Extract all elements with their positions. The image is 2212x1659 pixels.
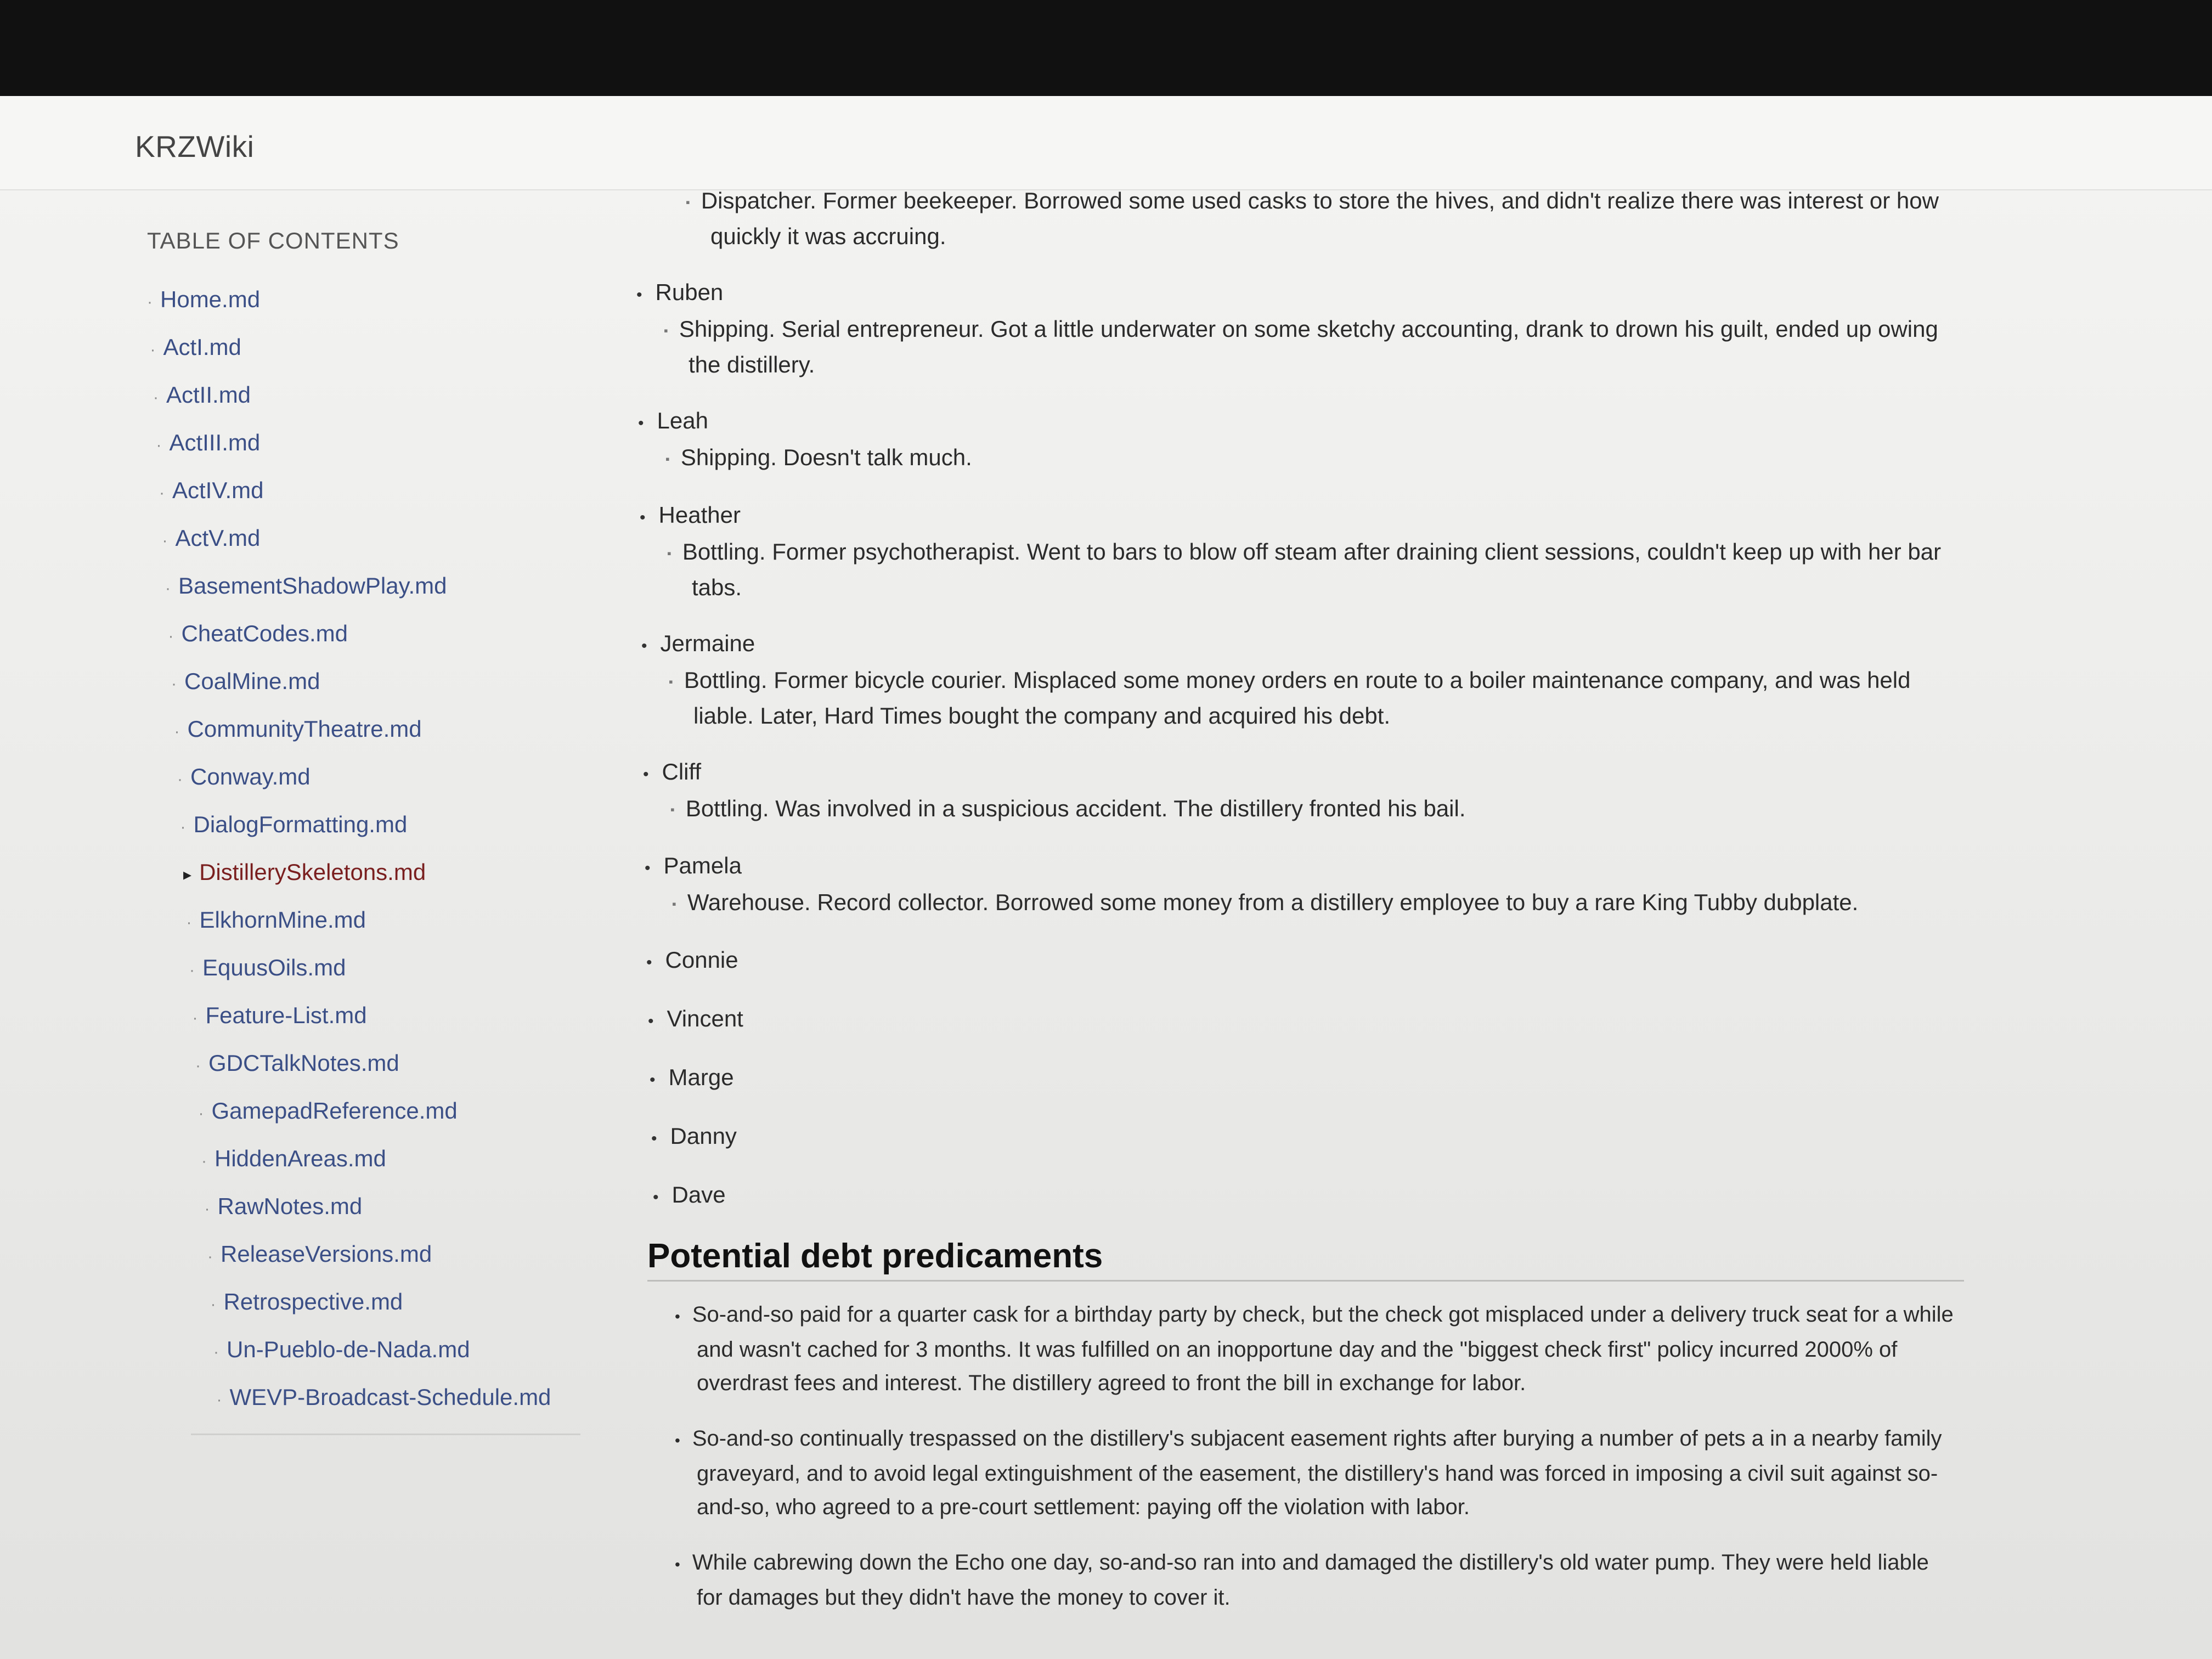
bullet-icon: ·	[150, 341, 156, 359]
bullet-icon: ·	[171, 675, 177, 693]
section-heading: Potential debt predicaments	[647, 1237, 1964, 1282]
character-entry	[636, 849, 1975, 921]
toc-item-label: DistillerySkeletons.md	[199, 859, 426, 885]
toc-item-label: HiddenAreas.md	[215, 1146, 386, 1171]
character-name: • Dave	[653, 1178, 1975, 1215]
debt-item: • So-and-so continually trespassed on the distillery's subjacent easement rights after burying a number of pets a in a nearby family graveyard, and to avoid legal extinguishment of the easement, the distillery's hand was forced in imposing a civil suit against so-and-so, who agreed to a pre-court settlement: paying off the violation with labor.	[636, 1422, 1959, 1524]
bullet-icon: ·	[207, 1248, 213, 1266]
debt-item: • While cabrewing down the Echo one day, so-and-so ran into and damaged the distillery's old water pump. They were held liable for damages but they didn't have the money to cover it.	[636, 1546, 1959, 1615]
bullet-icon: ·	[162, 532, 168, 550]
toc-item[interactable]	[147, 468, 586, 516]
toc-item[interactable]	[147, 802, 586, 850]
toc-item[interactable]	[147, 898, 586, 945]
bullet-icon: ·	[147, 293, 153, 311]
character-entry	[636, 1119, 1975, 1156]
bullet-icon: ·	[168, 627, 174, 645]
toc-item-label: RawNotes.md	[217, 1193, 363, 1219]
character-name: • Vincent	[648, 1002, 1975, 1039]
toc-item[interactable]	[147, 1136, 586, 1184]
bullet-icon: ·	[195, 1057, 201, 1075]
wiki-header	[0, 96, 2212, 190]
toc-item[interactable]	[147, 516, 586, 563]
toc-item-label: Conway.md	[190, 764, 311, 789]
character-description: ▪ Bottling. Former bicycle courier. Misplaced some money orders en route to a boiler maintenance company, and was held liable. Later, Hard Times bought the company and acquired his debt.	[641, 663, 1975, 733]
toc-item[interactable]	[147, 1327, 586, 1375]
character-entry	[636, 1060, 1975, 1097]
bullet-icon: ·	[177, 770, 183, 788]
toc-item-label: Retrospective.md	[223, 1289, 403, 1314]
character-description: ▪ Shipping. Doesn't talk much.	[638, 441, 1975, 476]
bullet-icon: ·	[165, 579, 171, 597]
character-entry	[636, 498, 1975, 605]
toc-item[interactable]	[147, 611, 586, 659]
bullet-icon: ·	[180, 818, 186, 836]
toc-item-label: ActV.md	[175, 525, 261, 551]
character-entry	[636, 755, 1975, 827]
character-name: • Heather	[640, 498, 1975, 535]
toc-item[interactable]	[147, 707, 586, 754]
toc-item[interactable]	[147, 563, 586, 611]
toc-item-label: CheatCodes.md	[181, 620, 348, 646]
character-name: • Jermaine	[641, 627, 1975, 663]
toc-item[interactable]	[147, 1184, 586, 1232]
toc-item-label: WEVP-Broadcast-Schedule.md	[229, 1384, 551, 1410]
bullet-icon: ·	[204, 1200, 210, 1218]
character-entry	[636, 1002, 1975, 1039]
active-bullet-icon: ▸	[183, 866, 192, 884]
table-of-contents	[147, 228, 586, 1435]
toc-item-label: CommunityTheatre.md	[187, 716, 422, 742]
toc-item-label: Home.md	[160, 286, 261, 312]
character-description: ▪ Warehouse. Record collector. Borrowed some money from a distillery employee to buy a rare King Tubby dubplate.	[645, 885, 1975, 921]
toc-item-label: ActI.md	[163, 334, 241, 360]
toc-item-label: ReleaseVersions.md	[221, 1241, 432, 1267]
toc-item[interactable]	[147, 945, 586, 993]
toc-item-label: Un-Pueblo-de-Nada.md	[227, 1336, 470, 1362]
toc-item-label: DialogFormatting.md	[193, 811, 408, 837]
character-name: • Danny	[651, 1119, 1975, 1156]
toc-item[interactable]	[147, 1375, 586, 1423]
character-list	[636, 275, 1975, 1215]
character-entry	[636, 1178, 1975, 1215]
bullet-icon: ·	[201, 1152, 207, 1170]
character-entry	[636, 404, 1975, 476]
character-description: ▪ Bottling. Was involved in a suspicious accident. The distillery fronted his bail.	[643, 792, 1975, 827]
page-content	[636, 184, 1975, 1637]
bullet-icon: ·	[186, 913, 192, 932]
bullet-icon: ·	[174, 723, 180, 741]
toc-item[interactable]	[147, 373, 586, 420]
bullet-icon: ·	[198, 1104, 204, 1122]
debt-item: • So-and-so paid for a quarter cask for a birthday party by check, but the check got misplaced under a delivery truck seat for a while and wasn't cached for 3 months. It was fulfilled on an inopportune day and the "biggest check first" policy incurred 2000% of overdrast fees and interest. The distillery agreed to front the bill in exchange for labor.	[636, 1298, 1959, 1400]
wiki-brand[interactable]: KRZWiki	[135, 129, 255, 163]
toc-item-label: ActIII.md	[169, 430, 261, 455]
character-name: • Leah	[638, 404, 1975, 441]
bullet-icon: ·	[210, 1295, 216, 1313]
toc-item[interactable]	[147, 277, 586, 325]
toc-item[interactable]	[147, 325, 586, 373]
toc-item[interactable]	[147, 754, 586, 802]
debt-list	[636, 1298, 1975, 1615]
bullet-icon: ·	[156, 436, 162, 454]
bullet-icon: ·	[189, 961, 195, 979]
bullet-icon: ·	[213, 1343, 219, 1361]
toc-item-label: GDCTalkNotes.md	[208, 1050, 399, 1076]
character-description: ▪ Bottling. Former psychotherapist. Went to bars to blow off steam after draining client sessions, couldn't keep up with her bar tabs.	[640, 535, 1975, 605]
character-entry	[636, 627, 1975, 733]
toc-item[interactable]	[147, 1232, 586, 1279]
character-name: • Ruben	[636, 275, 1975, 312]
toc-divider	[191, 1434, 580, 1435]
toc-item[interactable]	[147, 1279, 586, 1327]
toc-item-label: EquusOils.md	[202, 955, 346, 980]
character-description: ▪ Dispatcher. Former beekeeper. Borrowed some used casks to store the hives, and didn't realize there was interest or how quickly it was accruing.	[636, 184, 1975, 253]
toc-item-label: BasementShadowPlay.md	[178, 573, 447, 599]
toc-item[interactable]	[147, 993, 586, 1041]
character-entry	[636, 943, 1975, 980]
character-description: ▪ Shipping. Serial entrepreneur. Got a little underwater on some sketchy accounting, drank to drown his guilt, ended up owing the distillery.	[636, 312, 1975, 382]
toc-item[interactable]	[147, 1088, 586, 1136]
toc-item[interactable]	[147, 420, 586, 468]
toc-title: TABLE OF CONTENTS	[147, 228, 399, 253]
browser-viewport	[0, 96, 2212, 1659]
character-entry	[636, 184, 1975, 253]
toc-item-label: ElkhornMine.md	[199, 907, 366, 933]
character-name: • Pamela	[645, 849, 1975, 885]
toc-item-label: GamepadReference.md	[211, 1098, 458, 1124]
toc-item-label: ActII.md	[166, 382, 251, 408]
bullet-icon: ·	[216, 1391, 222, 1409]
toc-item-label: Feature-List.md	[205, 1002, 367, 1028]
toc-item[interactable]	[147, 659, 586, 707]
toc-item-label: ActIV.md	[172, 477, 264, 503]
toc-item[interactable]	[147, 850, 586, 898]
character-name: • Connie	[646, 943, 1975, 980]
toc-item[interactable]	[147, 1041, 586, 1088]
bullet-icon: ·	[153, 388, 159, 407]
toc-item-label: CoalMine.md	[184, 668, 320, 694]
character-entry	[636, 275, 1975, 382]
character-name: • Marge	[650, 1060, 1975, 1097]
bullet-icon: ·	[159, 484, 165, 502]
bullet-icon: ·	[192, 1009, 198, 1027]
character-name: • Cliff	[643, 755, 1975, 792]
toc-list	[147, 277, 586, 1423]
